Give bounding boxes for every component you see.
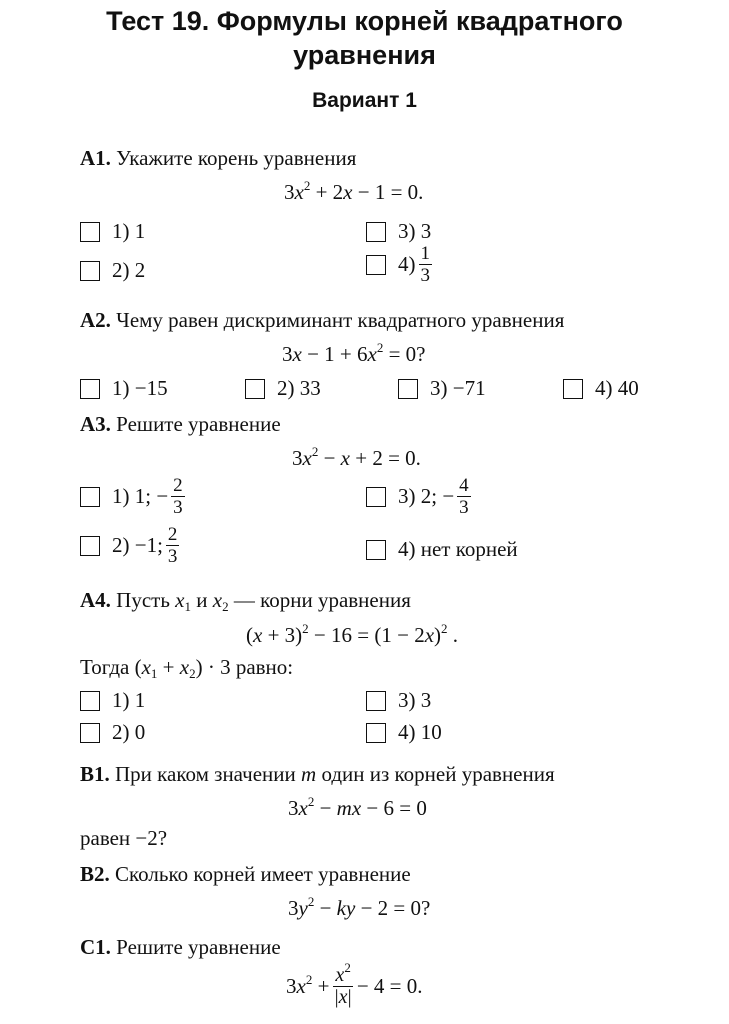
checkbox-a2-1[interactable] (80, 379, 100, 399)
equation-a3: $3x^2 - x + 2 = 0$. (292, 444, 421, 470)
question-a4-number: А4. (80, 588, 111, 612)
test-title-line2: уравнения (293, 40, 436, 70)
checkbox-a4-1[interactable] (80, 691, 100, 711)
option-a1-4[interactable]: 4) $\frac{1}{3}$ (366, 244, 432, 285)
equation-a2: $3x - 1 + 6x^2 = 0$? (282, 340, 426, 366)
checkbox-a3-1[interactable] (80, 487, 100, 507)
checkbox-a2-2[interactable] (245, 379, 265, 399)
checkbox-a1-1[interactable] (80, 222, 100, 242)
equation-a1: $3x^2 + 2x - 1 = 0$. (284, 178, 424, 204)
checkbox-a1-4[interactable] (366, 255, 386, 275)
question-b1-number: В1. (80, 762, 110, 786)
question-a3-text: Решите уравнение (116, 412, 281, 436)
option-a1-3[interactable]: 3) 3 (366, 219, 431, 244)
fraction-a3-3: $\frac{4}{3}$ (459, 475, 469, 518)
question-c1: С1. Решите уравнение (80, 935, 281, 959)
test-title-line1: Тест 19. Формулы корней квадратного (106, 6, 623, 36)
question-a2 (80, 308, 564, 333)
question-b2: В2. Сколько корней имеет уравнение (80, 862, 411, 886)
option-a3-3[interactable]: 3) 2; − $\frac{4}{3}$ (366, 476, 471, 517)
question-a3 (80, 412, 281, 437)
checkbox-a1-2[interactable] (80, 261, 100, 281)
option-a2-1[interactable]: 1) −15 (80, 376, 168, 401)
equation-b2: $3y^2$ − ky − 2 = 0? (288, 894, 431, 920)
equation-b1: $3x^2$ − mx − 6 = 0 (288, 794, 427, 820)
option-a2-2[interactable]: 2) 33 (245, 376, 321, 401)
question-a4: А4. Пусть $x_1$ и $x_2$ — корни уравнения (80, 588, 411, 614)
option-a4-1[interactable]: 1) 1 (80, 688, 145, 713)
option-a4-2[interactable]: 2) 0 (80, 720, 145, 745)
question-a2-text: Чему равен дискриминант квадратного уравнения (116, 308, 565, 332)
option-a3-2[interactable]: 2) −1; $\frac{2}{3}$ (80, 525, 179, 566)
question-b1: В1. При каком значении m один из корней уравнения (80, 762, 555, 786)
question-c1-number: С1. (80, 935, 111, 959)
option-a2-3[interactable]: 3) −71 (398, 376, 486, 401)
option-a4-3[interactable]: 3) 3 (366, 688, 431, 713)
question-a3-number: А3. (80, 412, 111, 436)
option-a2-4[interactable]: 4) 40 (563, 376, 639, 401)
question-b1-tail: равен −2? (80, 826, 168, 850)
checkbox-a2-4[interactable] (563, 379, 583, 399)
option-a4-4[interactable]: 4) 10 (366, 720, 442, 745)
equation-a4: $(x + 3)^2 - 16 = (1 - 2x)^2$ . (246, 621, 459, 647)
question-a2-number: А2. (80, 308, 111, 332)
param-m: m (301, 762, 317, 786)
fraction-c1: $\frac{x^2}{|x|}$ (334, 960, 352, 1008)
checkbox-a4-2[interactable] (80, 723, 100, 743)
checkbox-a2-3[interactable] (398, 379, 418, 399)
checkbox-a4-3[interactable] (366, 691, 386, 711)
checkbox-a3-2[interactable] (80, 536, 100, 556)
checkbox-a3-3[interactable] (366, 487, 386, 507)
option-a3-1[interactable]: 1) 1; − $\frac{2}{3}$ (80, 476, 185, 517)
question-a4-then: Тогда $(x_1 + x_2) \cdot 3$ равно: (80, 655, 294, 681)
question-a1 (80, 146, 356, 171)
option-a1-1[interactable]: 1) 1 (80, 219, 145, 244)
checkbox-a1-3[interactable] (366, 222, 386, 242)
question-a1-text: Укажите корень уравнения (116, 146, 357, 170)
equation-c1: $3x^2$ + $\frac{x^2}{|x|}$ − 4 = 0. (286, 960, 423, 1008)
checkbox-a4-4[interactable] (366, 723, 386, 743)
checkbox-a3-4[interactable] (366, 540, 386, 560)
option-a1-2[interactable]: 2) 2 (80, 258, 145, 283)
question-a1-number: А1. (80, 146, 111, 170)
option-a3-4[interactable]: 4) нет корней (366, 537, 518, 562)
fraction-a1-4: $\frac{1}{3}$ (420, 243, 430, 286)
fraction-a3-2: $\frac{2}{3}$ (167, 524, 178, 567)
question-b2-number: В2. (80, 862, 110, 886)
variant-label: Вариант 1 (312, 89, 417, 112)
fraction-a3-1: $\frac{2}{3}$ (173, 475, 183, 518)
